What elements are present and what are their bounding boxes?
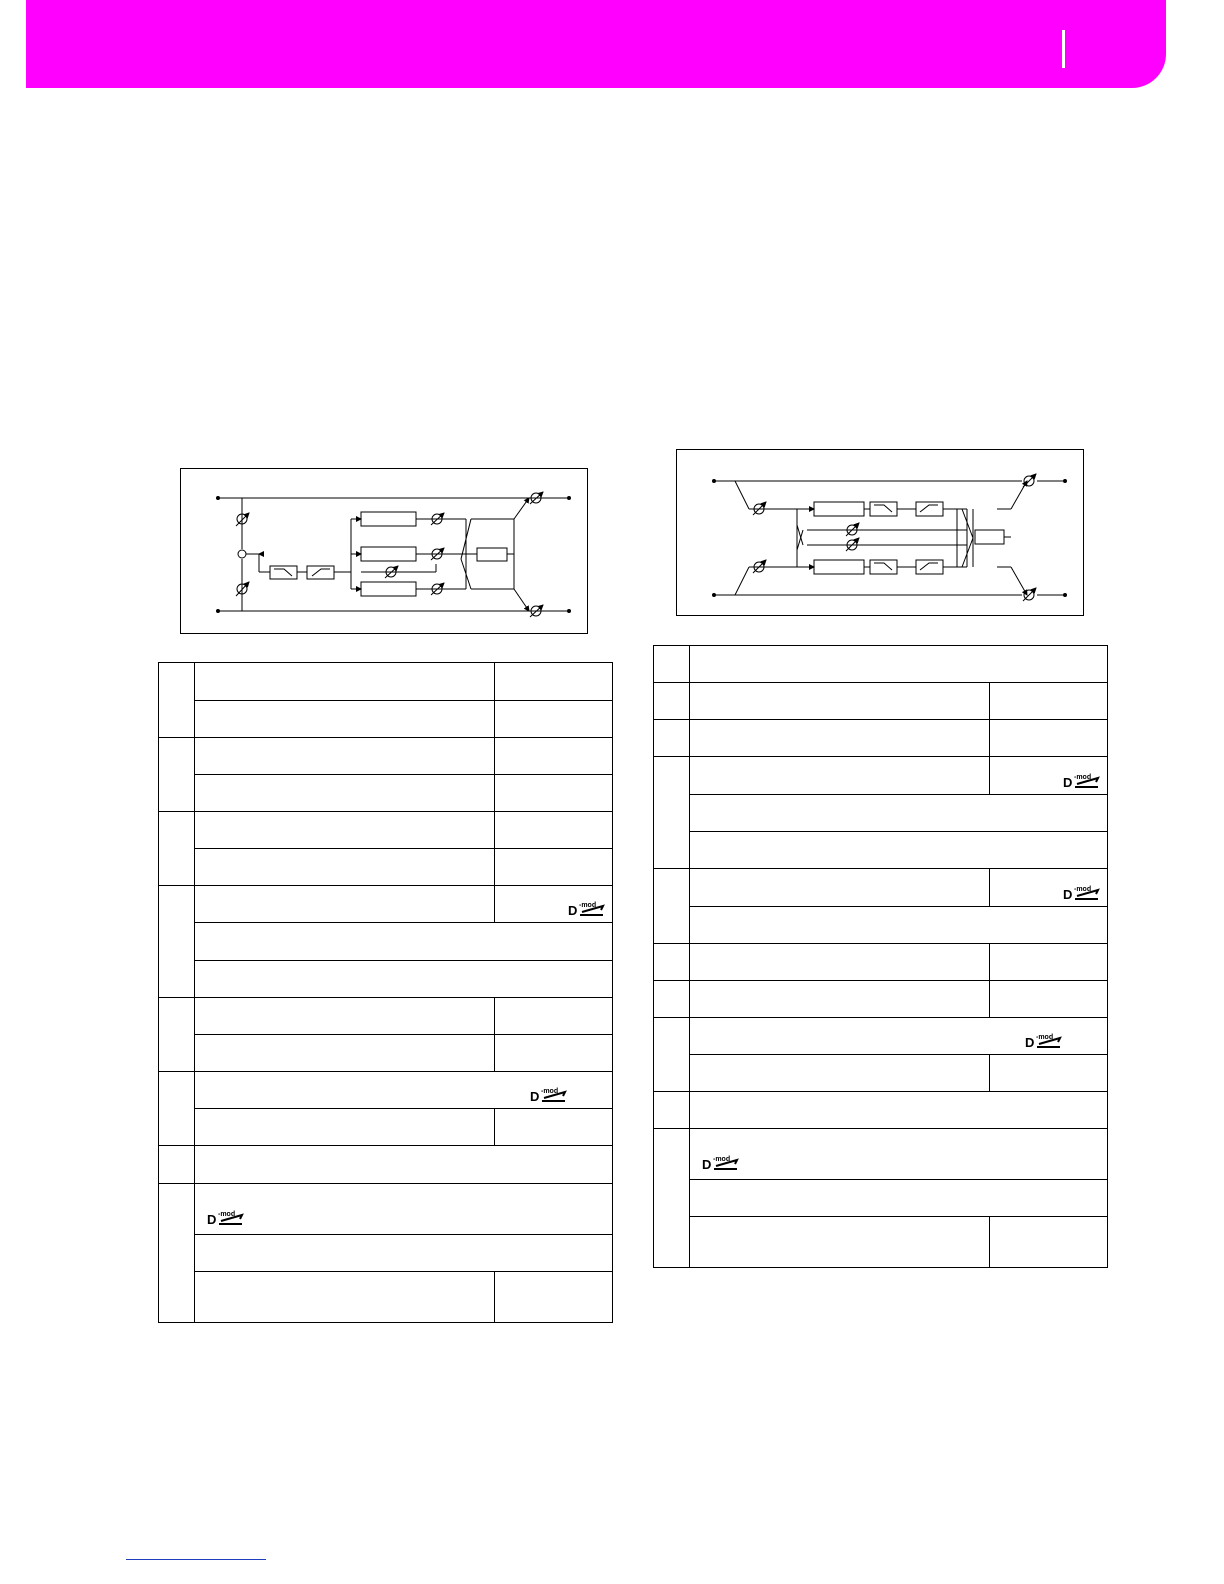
table-row [159,1035,613,1072]
svg-text:-mod: -mod [1074,774,1092,781]
table-row [654,944,1108,981]
param-value-cell [495,1035,613,1072]
param-desc-cell [195,1072,613,1109]
param-name-cell [195,998,495,1035]
table-row [654,869,1108,907]
dmod-icon [702,1155,740,1171]
svg-text:-mod: -mod [1074,886,1092,893]
param-value-cell [495,775,613,812]
table-row [159,1235,613,1272]
table-row [159,923,613,961]
header-band [26,0,1166,88]
dmod-icon [1063,773,1101,789]
param-group-cell [654,683,690,720]
param-group-cell [159,1184,195,1323]
svg-text:-mod: -mod [579,902,597,909]
param-name-cell [195,1109,495,1146]
param-group-cell [159,663,195,738]
table-row [159,961,613,998]
param-group-cell [159,812,195,886]
param-value-cell [495,1272,613,1323]
param-name-cell [195,738,495,775]
param-name-cell [690,757,990,795]
param-desc-cell [195,1184,613,1235]
param-name-cell [195,1272,495,1323]
table-row [654,646,1108,683]
param-group-cell [654,1129,690,1268]
param-desc-cell [195,961,613,998]
param-value-cell [990,683,1108,720]
table-row [654,1180,1108,1217]
param-name-cell [195,812,495,849]
param-desc-cell [195,1146,613,1184]
svg-text:D: D [702,1157,712,1171]
param-value-cell [495,663,613,701]
svg-text:D: D [568,903,578,917]
table-row [159,1072,613,1109]
table-row [654,683,1108,720]
param-name-cell [690,1055,990,1092]
param-group-cell [654,1092,690,1129]
param-group-cell [654,944,690,981]
table-row [159,849,613,886]
param-value-cell [495,701,613,738]
param-name-cell [195,701,495,738]
svg-text:D: D [1063,887,1073,901]
param-group-cell [654,720,690,757]
param-group-cell [654,1018,690,1092]
param-group-cell [159,998,195,1072]
table-row [654,757,1108,795]
right-block-diagram [676,449,1084,616]
param-group-cell [654,757,690,869]
left-diagram-svg [181,469,589,635]
param-name-cell [690,944,990,981]
param-desc-cell [690,646,1108,683]
dmod-icon [1063,885,1101,901]
header-divider [1062,30,1065,68]
table-row [654,1055,1108,1092]
param-name-cell [195,849,495,886]
table-row [159,1272,613,1323]
param-value-cell [495,849,613,886]
table-row [654,832,1108,869]
svg-text:D: D [207,1212,217,1226]
table-row [654,981,1108,1018]
table-row [159,812,613,849]
param-value-cell [990,981,1108,1018]
param-group-cell [654,981,690,1018]
table-row [654,1129,1108,1180]
param-value-cell [990,944,1108,981]
param-value-cell [495,738,613,775]
param-value-cell [495,1109,613,1146]
table-row [159,1184,613,1235]
table-row [654,1217,1108,1268]
right-diagram-svg [677,450,1085,617]
param-group-cell [654,646,690,683]
table-row [159,998,613,1035]
param-name-cell [690,720,990,757]
dmod-icon [568,901,606,917]
param-desc-cell [195,923,613,961]
svg-text:-mod: -mod [218,1211,236,1218]
param-name-cell [690,683,990,720]
param-group-cell [159,1072,195,1146]
svg-text:D: D [1025,1035,1035,1049]
dmod-icon [1025,1033,1063,1049]
param-desc-cell [690,1180,1108,1217]
param-value-cell [495,886,613,923]
footer-link-rule [126,1559,266,1560]
svg-text:-mod: -mod [541,1088,559,1095]
table-row [159,1109,613,1146]
param-value-cell [990,1055,1108,1092]
svg-text:-mod: -mod [713,1156,731,1163]
param-group-cell [159,886,195,998]
table-row [159,1146,613,1184]
param-group-cell [654,869,690,944]
param-name-cell [195,886,495,923]
table-row [654,795,1108,832]
left-block-diagram [180,468,588,634]
param-desc-cell [690,907,1108,944]
param-desc-cell [690,1018,1108,1055]
table-row [159,701,613,738]
param-name-cell [195,775,495,812]
param-value-cell [990,757,1108,795]
param-group-cell [159,1146,195,1184]
svg-text:D: D [1063,775,1073,789]
param-name-cell [690,981,990,1018]
param-desc-cell [690,1129,1108,1180]
param-value-cell [990,1217,1108,1268]
table-row [654,907,1108,944]
table-row [159,738,613,775]
table-row [654,720,1108,757]
param-desc-cell [690,1092,1108,1129]
table-row [654,1018,1108,1055]
param-desc-cell [195,1235,613,1272]
table-row [159,886,613,923]
param-name-cell [690,1217,990,1268]
param-name-cell [690,869,990,907]
param-desc-cell [690,832,1108,869]
dmod-icon [207,1210,245,1226]
param-name-cell [195,663,495,701]
param-value-cell [990,869,1108,907]
param-value-cell [990,720,1108,757]
svg-text:-mod: -mod [1036,1034,1054,1041]
param-value-cell [495,812,613,849]
table-row [159,663,613,701]
param-value-cell [495,998,613,1035]
param-group-cell [159,738,195,812]
dmod-icon [530,1087,568,1103]
right-parameter-table [653,645,1108,1268]
left-parameter-table [158,662,613,1323]
param-name-cell [195,1035,495,1072]
param-desc-cell [690,795,1108,832]
table-row [654,1092,1108,1129]
svg-text:D: D [530,1089,540,1103]
table-row [159,775,613,812]
